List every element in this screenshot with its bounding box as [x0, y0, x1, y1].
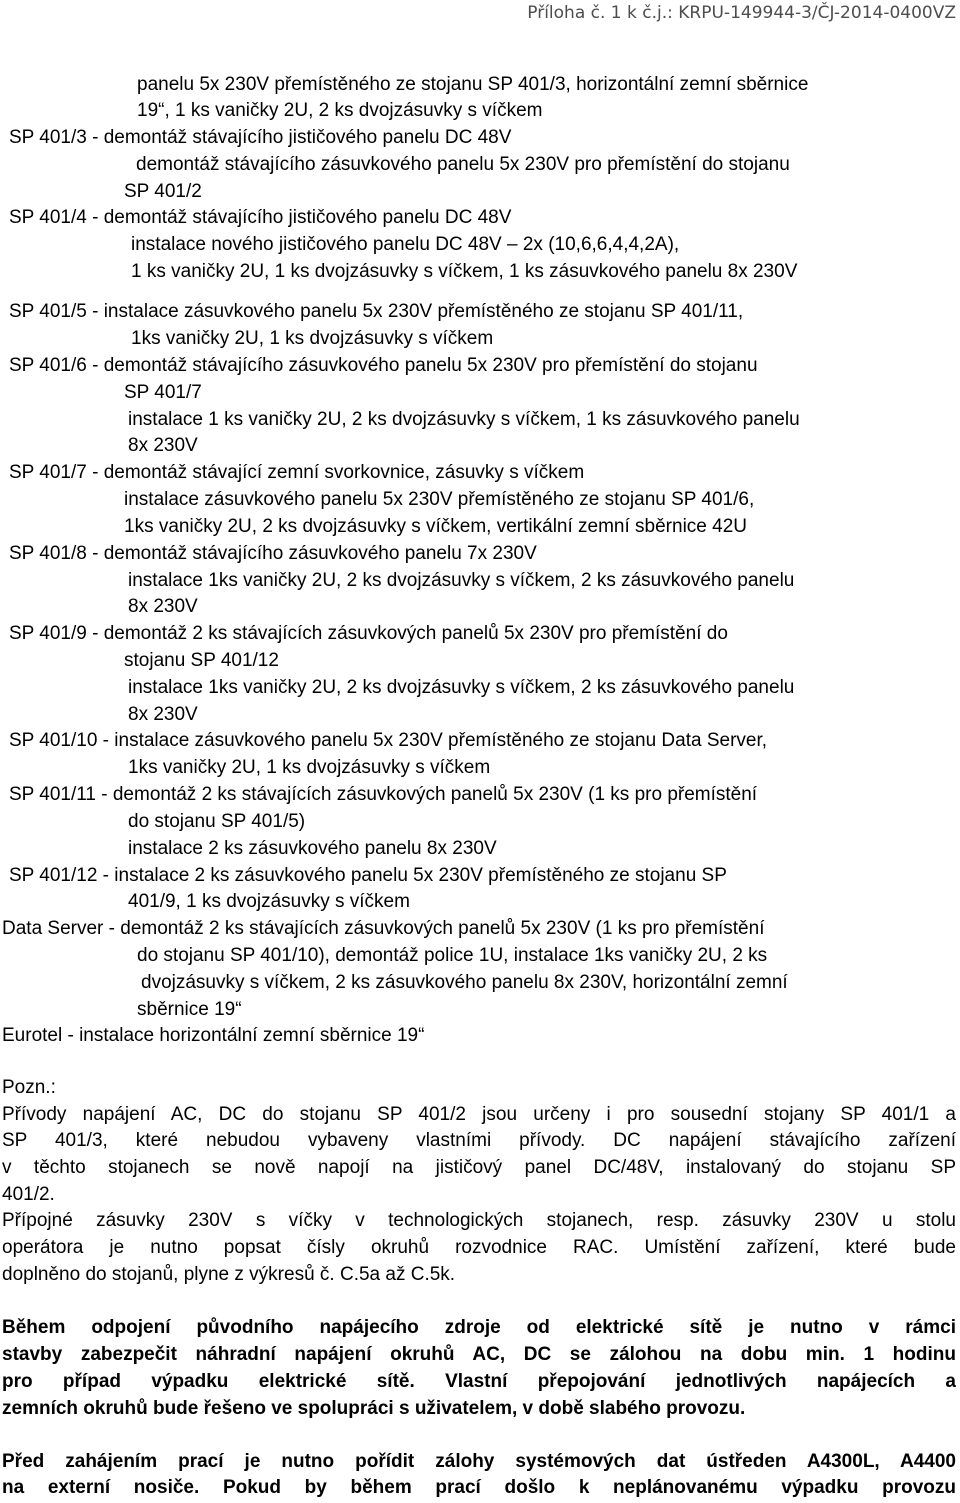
list-line: demontáž stávajícího zásuvkového panelu 5x 230V pro přemístění do stojanu — [136, 154, 790, 175]
list-line: do stojanu SP 401/5) — [128, 811, 306, 832]
list-line: stojanu SP 401/12 — [124, 650, 279, 671]
list-line: SP 401/9 - demontáž 2 ks stávajících zásuvkových panelů 5x 230V pro přemístění do — [9, 623, 728, 644]
list-line: 19“, 1 ks vaničky 2U, 2 ks dvojzásuvky s víčkem — [137, 100, 543, 121]
list-line: SP 401/8 - demontáž stávajícího zásuvkového panelu 7x 230V — [9, 543, 537, 564]
list-line: do stojanu SP 401/10), demontáž police 1U, instalace 1ks vaničky 2U, 2 ks — [137, 945, 768, 966]
list-line: Data Server - demontáž 2 ks stávajících zásuvkových panelů 5x 230V (1 ks pro přemístění — [2, 918, 765, 939]
list-line: SP 401/12 - instalace 2 ks zásuvkového panelu 5x 230V přemístěného ze stojanu SP — [9, 865, 727, 886]
list-line: SP 401/3 - demontáž stávajícího jističového panelu DC 48V — [9, 127, 512, 148]
list-line: instalace 1ks vaničky 2U, 2 ks dvojzásuvky s víčkem, 2 ks zásuvkového panelu — [128, 570, 795, 591]
list-line: 1ks vaničky 2U, 2 ks dvojzásuvky s víčkem, vertikální zemní sběrnice 42U — [124, 516, 748, 537]
list-line: 8x 230V — [128, 704, 198, 725]
note-line: 401/2. — [2, 1184, 55, 1205]
warning-line: Během odpojení původního napájecího zdroje od elektrické sítě je nutno v rámci — [2, 1317, 956, 1338]
list-line: SP 401/6 - demontáž stávajícího zásuvkového panelu 5x 230V pro přemístění do stojanu — [9, 355, 758, 376]
list-line: SP 401/4 - demontáž stávajícího jističového panelu DC 48V — [9, 207, 512, 228]
list-line: panelu 5x 230V přemístěného ze stojanu SP 401/3, horizontální zemní sběrnice — [137, 74, 809, 95]
note-line: Přípojné zásuvky 230V s víčky v technologických stojanech, resp. zásuvky 230V u stolu — [2, 1210, 956, 1231]
note-line: SP 401/3, které nebudou vybaveny vlastními přívody. DC napájení stávajícího zařízení — [2, 1130, 956, 1151]
list-line: SP 401/11 - demontáž 2 ks stávajících zásuvkových panelů 5x 230V (1 ks pro přemístění — [9, 784, 758, 805]
backup-line: na externí nosiče. Pokud by během prací došlo k neplánovanému výpadku provozu — [2, 1477, 956, 1498]
list-line: 1 ks vaničky 2U, 1 ks dvojzásuvky s víčkem, 1 ks zásuvkového panelu 8x 230V — [131, 261, 798, 282]
list-line: instalace 1 ks vaničky 2U, 2 ks dvojzásuvky s víčkem, 1 ks zásuvkového panelu — [128, 409, 800, 430]
list-line: 1ks vaničky 2U, 1 ks dvojzásuvky s víčkem — [128, 757, 491, 778]
list-line: SP 401/5 - instalace zásuvkového panelu 5x 230V přemístěného ze stojanu SP 401/11, — [9, 301, 744, 322]
list-line: dvojzásuvky s víčkem, 2 ks zásuvkového panelu 8x 230V, horizontální zemní — [141, 972, 788, 993]
list-line: instalace 2 ks zásuvkového panelu 8x 230V — [128, 838, 497, 859]
list-line: Eurotel - instalace horizontální zemní sběrnice 19“ — [2, 1025, 425, 1046]
list-line: instalace 1ks vaničky 2U, 2 ks dvojzásuvky s víčkem, 2 ks zásuvkového panelu — [128, 677, 795, 698]
list-line: SP 401/2 — [124, 181, 202, 202]
list-line: sběrnice 19“ — [137, 999, 242, 1020]
note-heading: Pozn.: — [2, 1077, 56, 1098]
list-line: 8x 230V — [128, 596, 198, 617]
attachment-reference: Příloha č. 1 k č.j.: KRPU-149944-3/ČJ-2014-0400VZ — [527, 3, 956, 23]
warning-line: pro případ výpadku elektrické sítě. Vlastní přepojování jednotlivých napájecích a — [2, 1371, 956, 1392]
warning-line: zemních okruhů bude řešeno ve spolupráci s uživatelem, v době slabého provozu. — [2, 1398, 746, 1419]
warning-line: stavby zabezpečit náhradní napájení okruhů AC, DC se zálohou na dobu min. 1 hodinu — [2, 1344, 956, 1365]
list-line: instalace nového jističového panelu DC 48V – 2x (10,6,6,4,4,2A), — [131, 234, 680, 255]
list-line: SP 401/7 — [124, 382, 202, 403]
list-line: 401/9, 1 ks dvojzásuvky s víčkem — [128, 891, 410, 912]
list-line: 8x 230V — [128, 435, 198, 456]
list-line: 1ks vaničky 2U, 1 ks dvojzásuvky s víčkem — [131, 328, 494, 349]
note-line: doplněno do stojanů, plyne z výkresů č. C.5a až C.5k. — [2, 1264, 456, 1285]
list-line: SP 401/7 - demontáž stávající zemní svorkovnice, zásuvky s víčkem — [9, 462, 585, 483]
list-line: SP 401/10 - instalace zásuvkového panelu 5x 230V přemístěného ze stojanu Data Server, — [9, 730, 768, 751]
backup-line: Před zahájením prací je nutno pořídit zálohy systémových dat ústředen A4300L, A4400 — [2, 1451, 956, 1472]
note-line: operátora je nutno popsat čísly okruhů rozvodnice RAC. Umístění zařízení, které bude — [2, 1237, 956, 1258]
note-line: Přívody napájení AC, DC do stojanu SP 401/2 jsou určeny i pro sousední stojany SP 401/1 a — [2, 1104, 956, 1125]
note-line: v těchto stojanech se nově napojí na jističový panel DC/48V, instalovaný do stojanu SP — [2, 1157, 956, 1178]
list-line: instalace zásuvkového panelu 5x 230V přemístěného ze stojanu SP 401/6, — [124, 489, 755, 510]
